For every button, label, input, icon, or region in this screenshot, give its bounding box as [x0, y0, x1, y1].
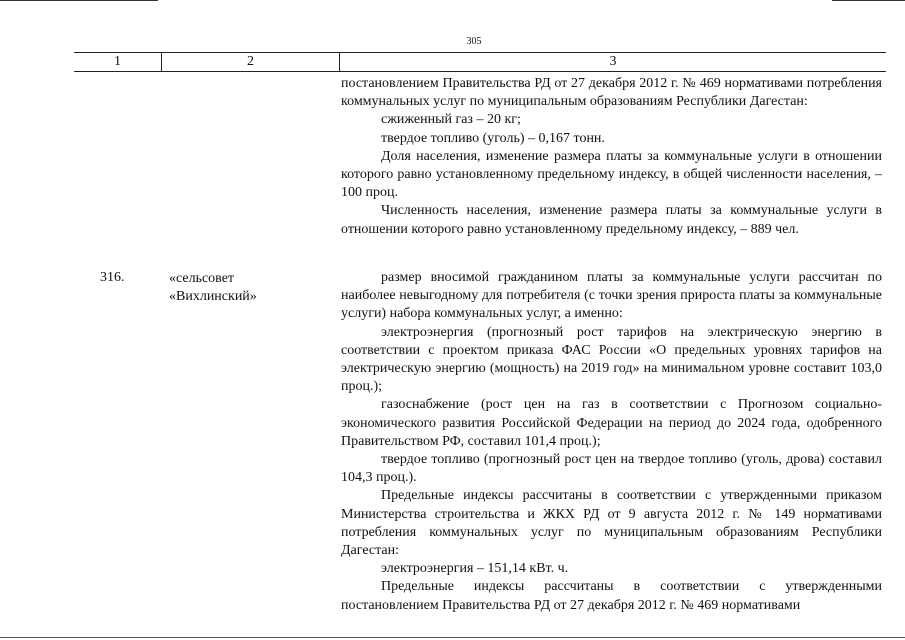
paragraph: Предельные индексы рассчитаны в соответствии с утвержденными постановлением Правительства РД от 27 декабря 2012 г. № 469 нормативами — [341, 579, 882, 613]
row-name-line: «Вихлинский» — [169, 289, 257, 305]
row-name — [169, 270, 257, 306]
row-number: 316. — [100, 270, 125, 285]
paragraph: твердое топливо (уголь) – 0,167 тонн. — [381, 130, 605, 146]
column-header: 3 — [609, 54, 617, 69]
paragraph: Численность населения, изменение размера платы за коммунальные услуги в отношении которого равно установленному предельному индексу, – 889 чел. — [341, 203, 882, 237]
paragraph: Доля населения, изменение размера платы за коммунальные услуги в отношении которого равно установленному предельному индексу, в общей численности населения, – 100 проц. — [341, 148, 882, 201]
paragraph: электроэнергия – 151,14 кВт. ч. — [381, 561, 569, 577]
scan-edge-line — [0, 637, 905, 638]
paragraph: газоснабжение (рост цен на газ в соответствии с Прогнозом социально-экономического развития Российской Федерации на период до 2024 года, одобренного Правительством РФ, составил 101,4 проц.); — [341, 397, 882, 449]
paragraph: сжиженный газ – 20 кг; — [381, 112, 521, 128]
table-header-row — [74, 52, 886, 72]
paragraph: электроэнергия (прогнозный рост тарифов на электрическую энергию в соответствии с проектом приказа ФАС России «О предельных уровнях тарифов на электрическую энергию (мощность) на 2019 год» на минимальном уровне составит 103,0 проц.); — [341, 324, 882, 395]
column-header: 2 — [247, 54, 254, 69]
scan-edge-line — [0, 0, 158, 1]
scan-edge-line — [832, 0, 905, 1]
column-header: 1 — [114, 54, 121, 69]
text-block-main — [341, 269, 882, 615]
paragraph: твердое топливо (прогнозный рост цен на твердое топливо (уголь, дрова) составил 104,3 проц.). — [341, 452, 882, 486]
text-block-top — [341, 75, 882, 239]
paragraph: размер вносимой гражданином платы за коммунальные услуги рассчитан по наиболее невыгодному для потребителя (с точки зрения прироста платы за коммунальные услуги) набора коммунальных услуг, а именно: — [341, 270, 882, 322]
row-name-line: «сельсовет — [169, 271, 235, 286]
paragraph: Предельные индексы рассчитаны в соответствии с утвержденными приказом Министерства строительства и ЖКХ РД от 9 августа 2012 г. № 149 нормативами потребления коммунальных услуг по муниципальным образованиям Республики Дагестан: — [341, 488, 882, 559]
paragraph: постановлением Правительства РД от 27 декабря 2012 г. № 469 нормативами потребления коммунальных услуг по муниципальным образованиям Республики Дагестан: — [341, 76, 882, 110]
page-number: 305 — [466, 36, 482, 47]
